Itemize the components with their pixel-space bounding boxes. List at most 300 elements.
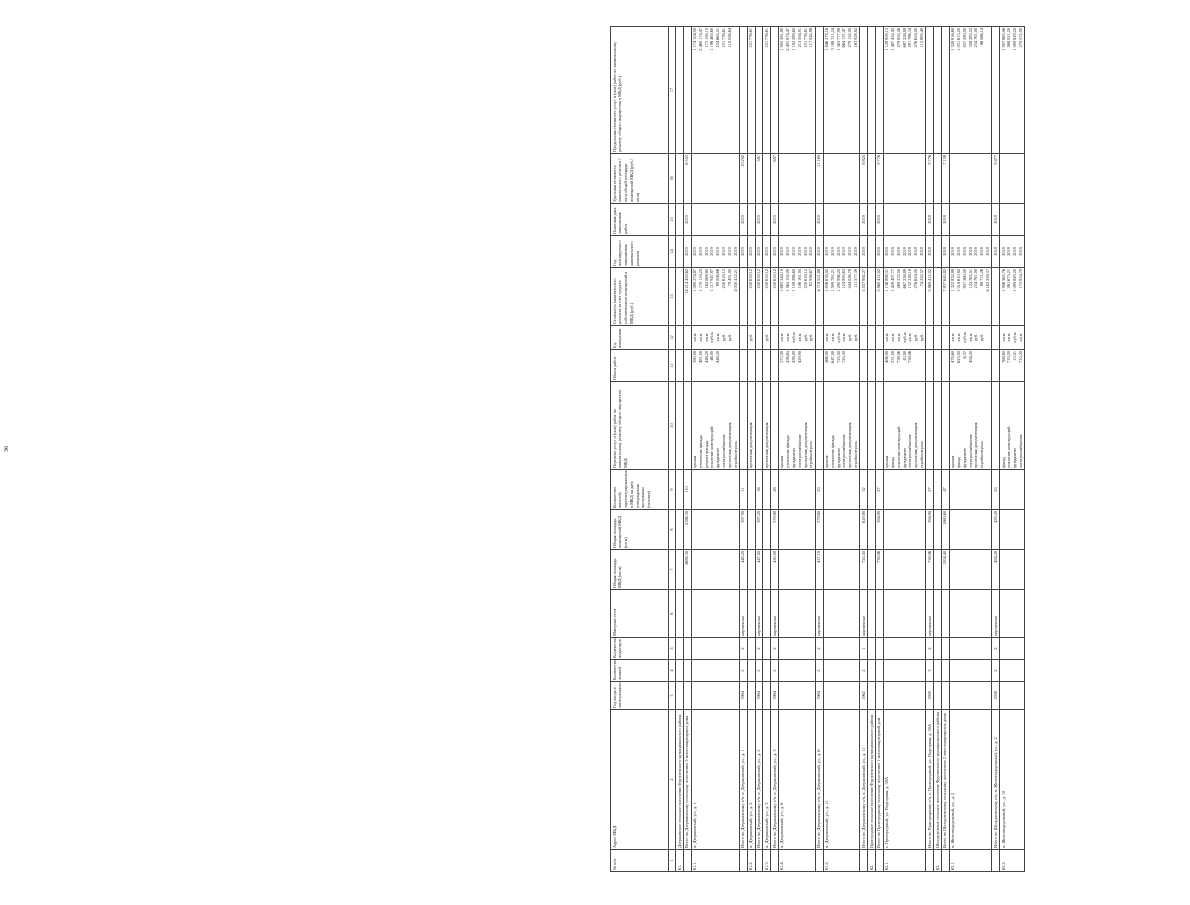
table-cell	[683, 350, 691, 382]
table-cell	[823, 470, 860, 510]
table-cell: 2018 2018 2018 2018	[1000, 236, 1025, 268]
table-cell: 62.	[868, 850, 876, 872]
rotated-page	[610, 27, 1190, 872]
table-cell: 3 860 412,02	[926, 268, 934, 326]
table-cell: 738,06	[875, 550, 883, 590]
table-cell: руб.	[747, 326, 755, 350]
table-cell	[1000, 510, 1025, 550]
column-number: 7	[669, 550, 676, 590]
column-header: Материал стен	[611, 590, 669, 638]
table-cell: 1 907 865,06 268 021,20 1 099 829,20 270 572,00	[1000, 27, 1025, 154]
table-cell: кв.м кв.м куб.м кв.м руб. руб.	[949, 326, 992, 350]
table-cell: 494,20	[992, 550, 1000, 590]
table-cell: 47	[941, 470, 949, 510]
table-cell	[755, 382, 763, 470]
column-header: Предельная стоимость услуг и (или) работ по капитальному ремонту общего имущества в МКД (руб.)	[611, 27, 669, 154]
table-cell	[934, 204, 942, 236]
table-cell	[875, 660, 883, 682]
table-cell	[926, 326, 934, 350]
table-cell: 32	[860, 470, 868, 510]
table-cell: 373,50 476,65 476,00 429,90	[778, 350, 815, 382]
table-cell: 2019	[739, 204, 747, 236]
table-cell	[676, 590, 684, 638]
table-cell: 2019	[771, 204, 779, 236]
table-cell: кв.м кв.м кв.м куб.м кв.м руб. руб.	[691, 326, 739, 350]
table-row	[691, 27, 739, 872]
table-row	[676, 27, 684, 872]
table-cell: 2018	[941, 236, 949, 268]
table-cell	[1000, 550, 1025, 590]
table-cell	[747, 154, 755, 204]
table-row	[747, 27, 755, 872]
column-number: 10	[669, 382, 676, 470]
table-cell: 447,50	[755, 550, 763, 590]
table-cell: 2688,30	[683, 550, 691, 590]
table-cell	[934, 638, 942, 660]
table-cell	[926, 382, 934, 470]
table-cell: 11	[739, 470, 747, 510]
table-cell: кирпичные	[860, 590, 868, 638]
table-cell	[739, 326, 747, 350]
table-cell: Итого по Пригородному с/п, с. Пригородный, ул. Подгорная, д. 30А	[926, 710, 934, 850]
table-cell: 2019	[755, 236, 763, 268]
table-cell: руб.	[763, 326, 771, 350]
table-cell	[868, 682, 876, 710]
column-number: 11	[669, 350, 676, 382]
table-cell: 581	[755, 154, 763, 204]
table-cell: 2018	[926, 204, 934, 236]
table-cell: 2018	[992, 204, 1000, 236]
table-cell: 110	[683, 470, 691, 510]
table-cell: 566,00 647,00 725,50 725,50	[823, 350, 860, 382]
table-cell	[875, 27, 883, 154]
table-cell	[941, 590, 949, 638]
table-cell	[747, 470, 755, 510]
table-cell	[763, 470, 771, 510]
table-cell: 2018 2018 2018 2018 2018 2018 2018	[883, 236, 926, 268]
table-cell: 9 477	[992, 154, 1000, 204]
table-cell	[683, 382, 691, 470]
table-cell	[815, 27, 823, 154]
table-cell	[676, 510, 684, 550]
table-cell	[868, 268, 876, 326]
table-row	[763, 27, 771, 872]
table-cell	[778, 470, 815, 510]
table-cell	[875, 638, 883, 660]
table-cell: проектная документация	[747, 382, 755, 470]
table-cell	[949, 590, 992, 638]
table-cell: 2018 2018 2018 2018 2018 2018 2018	[949, 236, 992, 268]
table-cell	[747, 682, 755, 710]
column-number: 2	[669, 710, 676, 850]
table-cell: крыша фасад усиление конструкций фундамент электроснабжение проектная документация стройконтроль	[883, 382, 926, 470]
table-cell	[691, 660, 739, 682]
table-cell	[941, 850, 949, 872]
table-cell: 397,20	[755, 510, 763, 550]
table-cell: 394,90	[926, 510, 934, 550]
table-cell: Всего по Пригородному сельскому поселению 1 многоквартирный дом	[875, 710, 883, 850]
table-cell	[883, 638, 926, 660]
table-cell	[875, 326, 883, 350]
column-number: 3	[669, 682, 676, 710]
table-cell	[883, 682, 926, 710]
table-cell: Всего по Дзержинскому сельскому поселению 5 многоквартирных дома	[683, 710, 691, 850]
table-cell: 61.1.	[691, 850, 739, 872]
table-cell	[747, 510, 755, 550]
column-header: Стоимость капитального ремонта за счет средств собственников помещений в МКД (руб.)	[611, 268, 669, 326]
column-header: Общая площадь МКД (кв.м)	[611, 550, 669, 590]
table-cell: 2	[739, 660, 747, 682]
table-cell	[868, 590, 876, 638]
table-cell	[691, 204, 739, 236]
table-cell	[823, 550, 860, 590]
table-cell	[934, 27, 942, 154]
table-cell: 4 718 551,88	[815, 268, 823, 326]
table-cell: 63.	[934, 850, 942, 872]
table-cell: 2018	[875, 204, 883, 236]
column-number: 16	[669, 154, 676, 204]
table-cell: 62.1.	[883, 850, 926, 872]
table-cell: 2019 2019 2019 2019 2019 2019 2019 2019	[691, 236, 739, 268]
table-cell: 2019	[815, 236, 823, 268]
table-cell: 2	[926, 638, 934, 660]
table-cell: кровля утепление фасада фундамент электроснабжение проектная документация стройконтроль	[823, 382, 860, 470]
table-cell	[883, 204, 926, 236]
table-cell: 61.2.	[747, 850, 755, 872]
column-number: 14	[669, 236, 676, 268]
table-cell	[868, 326, 876, 350]
table-cell	[860, 350, 868, 382]
table-cell: кирпичные	[739, 590, 747, 638]
table-cell: п. Железнодорожный, ул., д. 10	[1000, 710, 1025, 850]
table-cell	[941, 682, 949, 710]
table-cell: 1 683 344,19 1 565 102,09 1 159 286,60 106 161,95 230 618,12 83 936,67	[778, 268, 815, 326]
table-cell	[676, 550, 684, 590]
table-cell: 2	[815, 638, 823, 660]
table-cell	[815, 382, 823, 470]
table-cell	[934, 154, 942, 204]
page-number: 36	[4, 446, 10, 452]
table-cell: 379,80	[771, 510, 779, 550]
table-cell	[747, 660, 755, 682]
table-cell: п. Железнодорожный, ул., д. 2	[949, 710, 992, 850]
table-cell	[860, 382, 868, 470]
table-cell: 1 174 104,00 2 460 174,47 173 195,10 1 196 463,60 234 665,51 231 776,61 110 026,64	[691, 27, 739, 154]
table-cell: 9 776	[875, 154, 883, 204]
table-cell: 1964	[755, 682, 763, 710]
table-cell	[771, 382, 779, 470]
table-cell	[992, 382, 1000, 470]
table-row	[815, 27, 823, 872]
table-cell: 1 836 616,02 1 599 781,21 1 290 996,22 124 993,63 244 026,78 111 577,39	[823, 268, 860, 326]
table-cell: Всего по Шелудченскому сельскому поселению 2 многоквартирных дома	[941, 710, 949, 850]
table-cell: 2	[739, 638, 747, 660]
table-cell	[823, 638, 860, 660]
table-cell	[771, 350, 779, 382]
table-cell: 1 128 909,15 1 487 452,45 279 855,26 687 258,89 291 786,34 276 624,00 115 883,40	[883, 27, 926, 154]
table-cell	[691, 682, 739, 710]
table-cell: кирпичные	[771, 590, 779, 638]
table-cell	[755, 350, 763, 382]
column-header: Удельная стоимость капитального ремонта 1 кв.м общей площади помещений МКД (руб./кв.м)	[611, 154, 669, 204]
table-cell	[691, 638, 739, 660]
table-cell	[868, 470, 876, 510]
table-cell	[868, 236, 876, 268]
table-cell: 1964	[771, 682, 779, 710]
table-cell: 1 902 581,80 2 403 874,47 1 192 289,60 215 594,91 231 776,61 117 942,88	[778, 27, 815, 154]
table-cell: 14 214 455,62	[683, 268, 691, 326]
table-cell	[739, 350, 747, 382]
table-cell	[992, 850, 1000, 872]
column-number: 1	[669, 850, 676, 872]
table-cell	[676, 638, 684, 660]
table-cell: п. Дзержинский, ул., д. 2	[747, 710, 755, 850]
table-cell: 6 553	[683, 154, 691, 204]
table-cell	[683, 27, 691, 154]
table-row	[771, 27, 779, 872]
table-cell	[691, 154, 739, 204]
column-header: № п/п	[611, 850, 669, 872]
table-cell	[771, 850, 779, 872]
table-cell: Итого по Дзержинскому с/п, п. Дзержинский, ул., д. 2	[755, 710, 763, 850]
table-cell	[883, 550, 926, 590]
table-cell: 61.4.	[778, 850, 815, 872]
table-row	[883, 27, 926, 872]
table-cell: Итого по Дзержинскому с/п, п. Дзержинский, ул., д. 3	[771, 710, 779, 850]
table-cell	[683, 850, 691, 872]
table-row	[1000, 27, 1025, 872]
table-cell	[992, 350, 1000, 382]
table-cell: 1060,60	[941, 510, 949, 550]
table-row	[868, 27, 876, 872]
table-row	[926, 27, 934, 872]
table-cell	[739, 27, 747, 154]
table-cell	[860, 326, 868, 350]
table-cell: крыша утепление фасада фундамент электроснабжение проектная документация стройконтроль	[778, 382, 815, 470]
capital-repair-table	[610, 26, 1025, 872]
table-cell	[778, 550, 815, 590]
table-cell	[676, 27, 684, 154]
column-header: Объем работ	[611, 350, 669, 382]
table-cell: 27	[875, 470, 883, 510]
table-cell: 2019	[771, 236, 779, 268]
table-cell	[823, 660, 860, 682]
table-cell: 2	[992, 660, 1000, 682]
table-cell	[1000, 682, 1025, 710]
table-cell	[941, 382, 949, 470]
table-cell: 231 776,61	[763, 27, 771, 154]
table-cell	[823, 590, 860, 638]
table-cell	[949, 154, 992, 204]
table-cell: кирпичные	[992, 590, 1000, 638]
table-cell	[691, 550, 739, 590]
table-cell: 2	[755, 660, 763, 682]
table-cell: 725,50	[860, 550, 868, 590]
table-cell	[763, 154, 771, 204]
table-cell: с. Пригородный, ул. Подгорная, д. 30А	[883, 710, 926, 850]
table-cell: 230 618,12	[771, 268, 779, 326]
table-cell: 2018	[875, 236, 883, 268]
table-cell	[683, 590, 691, 638]
table-cell: Итого по Шелудченскому с/п, п. Железнодорожный, ул., д. 2	[992, 710, 1000, 850]
table-cell: 9 776	[926, 154, 934, 204]
table-cell	[676, 204, 684, 236]
table-cell	[934, 268, 942, 326]
table-row	[941, 27, 949, 872]
table-cell: 437,10	[815, 550, 823, 590]
table-cell	[778, 660, 815, 682]
table-cell	[941, 660, 949, 682]
table-cell: 1959	[926, 682, 934, 710]
column-header: Год ввода в эксплуатацию	[611, 682, 669, 710]
table-cell	[815, 350, 823, 382]
column-header: Количество жителей, зарегистрированных в МКД на дату утверждения программы (человек)	[611, 470, 669, 510]
column-header: Ед. измерения	[611, 326, 669, 350]
table-cell	[868, 510, 876, 550]
column-number: 9	[669, 470, 676, 510]
table-cell	[778, 510, 815, 550]
table-cell: 1 322 832,88 1 018 610,82 837 560,00 122 763,51 234 761,00 88 731,26 4 162 259,37	[949, 268, 992, 326]
table-cell: 1 136 898,31 1 429 497,77 269 372,50 667 258,89 132 358,18 276 624,00 74 252,57	[883, 268, 926, 326]
table-row	[739, 27, 747, 872]
table-cell	[676, 682, 684, 710]
table-cell: 2019	[747, 236, 755, 268]
table-cell	[1000, 204, 1025, 236]
table-cell	[755, 326, 763, 350]
column-number: 8	[669, 510, 676, 550]
table-cell: 439,20	[992, 510, 1000, 550]
table-cell: 10 202	[739, 154, 747, 204]
table-cell: 1 846 579,16 3 188 311,24 1 363 777,98 664 157,47 279 152,00 163 928,82	[823, 27, 860, 154]
table-cell	[739, 382, 747, 470]
table-cell	[676, 236, 684, 268]
table-cell	[875, 850, 883, 872]
table-cell	[883, 660, 926, 682]
table-cell: 2019	[763, 236, 771, 268]
table-cell: 2019	[683, 236, 691, 268]
column-number: 6	[669, 590, 676, 638]
table-cell	[676, 350, 684, 382]
table-cell: 2018	[941, 204, 949, 236]
table-cell: 2019	[755, 204, 763, 236]
table-cell: 23	[815, 470, 823, 510]
table-cell: 63.1.	[949, 850, 992, 872]
table-cell	[778, 204, 815, 236]
column-number: 13	[669, 268, 676, 326]
table-cell: 768,60 710,20 13,01 710,20	[1000, 350, 1025, 382]
table-cell	[934, 470, 942, 510]
table-cell	[934, 350, 942, 382]
table-cell	[992, 326, 1000, 350]
table-cell: кв.м кв.м куб.м кв.м руб. руб.	[778, 326, 815, 350]
table-cell: 11 160	[815, 154, 823, 204]
table-cell	[823, 154, 860, 204]
table-cell	[676, 660, 684, 682]
table-cell: Итого по Дзержинскому с/п, п. Дзержинский, ул., д. 1	[739, 710, 747, 850]
table-cell: крыша фасад фундамент электроснабжение проектная документация стройконтроль	[949, 382, 992, 470]
table-cell: 2	[771, 660, 779, 682]
table-cell: Итого по Дзержинскому с/п, п. Дзержинский, ул., д. 11	[860, 710, 868, 850]
table-cell: 379,60	[815, 510, 823, 550]
table-cell	[934, 682, 942, 710]
table-cell	[875, 590, 883, 638]
table-cell: 2019	[683, 204, 691, 236]
table-cell: 1958	[992, 682, 1000, 710]
table-cell: 28	[771, 470, 779, 510]
table-cell: кв.м кв.м куб.м кв.м	[1000, 326, 1025, 350]
table-cell	[949, 470, 992, 510]
table-cell	[755, 850, 763, 872]
table-cell: п. Дзержинский, ул., д. 1	[691, 710, 739, 850]
table-cell	[868, 204, 876, 236]
table-cell	[949, 682, 992, 710]
table-cell: 2019 2019 2019 2019 2019 2019	[778, 236, 815, 268]
table-cell: 2019 2019 2019 2019 2019 2019	[823, 236, 860, 268]
table-cell	[823, 682, 860, 710]
table-cell	[875, 382, 883, 470]
table-cell	[1000, 590, 1025, 638]
table-cell: кирпичные	[755, 590, 763, 638]
table-row	[755, 27, 763, 872]
table-cell: 2019	[860, 204, 868, 236]
table-cell	[934, 590, 942, 638]
table-cell	[778, 682, 815, 710]
table-cell	[763, 204, 771, 236]
table-cell: 397,90	[739, 510, 747, 550]
table-cell: 2	[815, 660, 823, 682]
table-cell: 1964	[739, 682, 747, 710]
table-cell	[941, 326, 949, 350]
column-header: Адрес МКД	[611, 710, 669, 850]
table-cell: 3 860 412,02	[875, 268, 883, 326]
table-cell: 61.	[676, 850, 684, 872]
table-cell	[771, 27, 779, 154]
table-cell	[926, 850, 934, 872]
table-cell	[676, 268, 684, 326]
table-cell	[747, 350, 755, 382]
table-cell	[683, 682, 691, 710]
table-cell	[1000, 660, 1025, 682]
table-cell: 390,00 481,00 448,20 46,00 448,20	[691, 350, 739, 382]
table-cell: 2	[755, 638, 763, 660]
table-cell	[683, 638, 691, 660]
table-cell	[949, 204, 992, 236]
column-number: 15	[669, 204, 676, 236]
table-row	[875, 27, 883, 872]
table-cell	[860, 850, 868, 872]
table-cell	[823, 510, 860, 550]
table-cell: 27	[926, 470, 934, 510]
table-cell: 2019	[739, 236, 747, 268]
table-body	[676, 27, 1025, 872]
table-row	[823, 27, 860, 872]
table-header-row	[611, 27, 669, 872]
table-cell: п. Дзержинский, ул., д. 6	[778, 710, 815, 850]
column-number: 5	[669, 638, 676, 660]
table-cell: 8 825	[860, 154, 868, 204]
table-cell: кирпичные	[926, 590, 934, 638]
table-cell	[676, 382, 684, 470]
table-cell: 230 618,12	[755, 268, 763, 326]
table-row	[778, 27, 815, 872]
table-cell	[747, 550, 755, 590]
column-number-row	[669, 27, 676, 872]
table-cell: 231 776,61	[747, 27, 755, 154]
table-cell	[941, 27, 949, 154]
table-cell: п. Дзержинский, ул., д. 3	[763, 710, 771, 850]
table-cell	[934, 550, 942, 590]
table-cell	[1000, 638, 1025, 660]
